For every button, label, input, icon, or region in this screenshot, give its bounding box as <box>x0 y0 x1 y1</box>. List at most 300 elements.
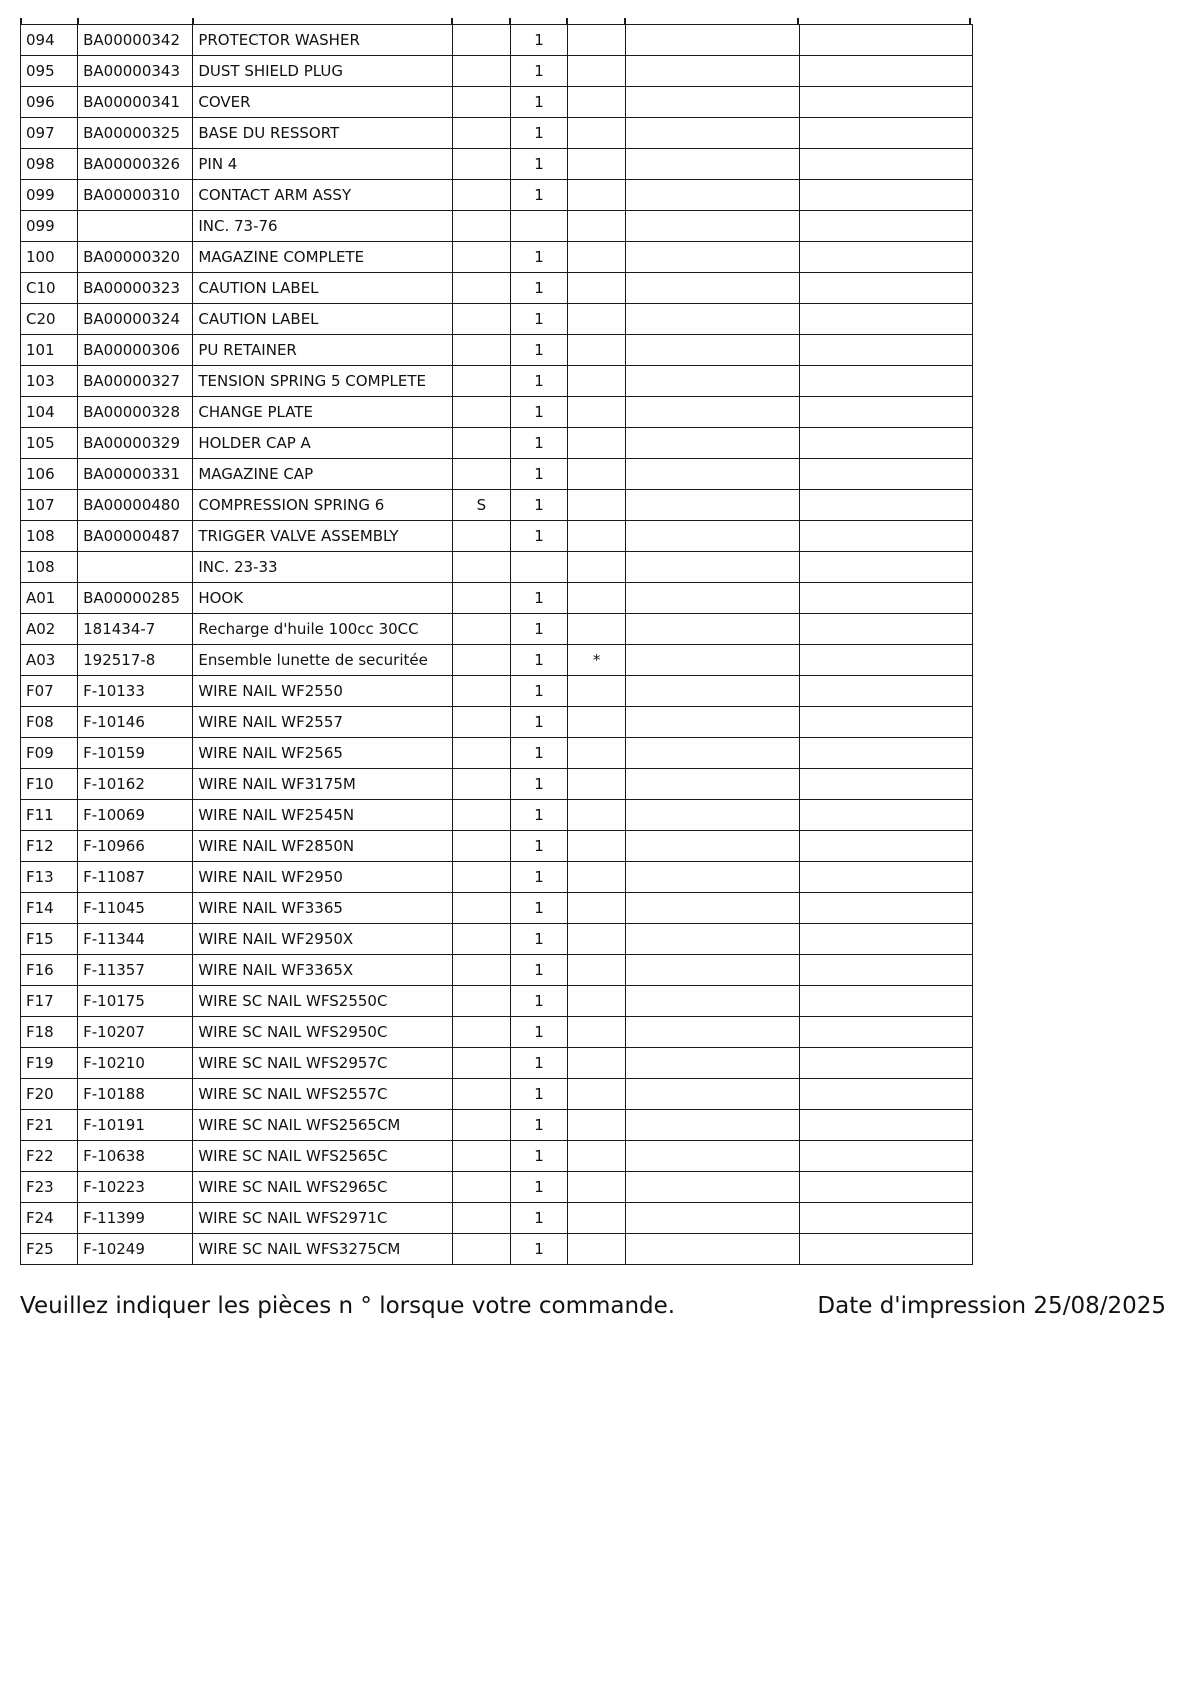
table-row <box>21 583 973 614</box>
reference-cell: BA00000329 <box>78 428 193 459</box>
table-row <box>21 56 973 87</box>
empty-cell <box>626 118 799 149</box>
empty-cell <box>799 645 972 676</box>
mark-cell <box>568 180 626 211</box>
description-cell: WIRE SC NAIL WFS2971C <box>193 1203 453 1234</box>
empty-cell <box>799 1203 972 1234</box>
quantity-cell: 1 <box>510 1079 567 1110</box>
description-cell: TRIGGER VALVE ASSEMBLY <box>193 521 453 552</box>
empty-cell <box>799 118 972 149</box>
part-number-cell: F13 <box>21 862 78 893</box>
quantity-cell: 1 <box>510 738 567 769</box>
part-number-cell: 106 <box>21 459 78 490</box>
table-row <box>21 986 973 1017</box>
quantity-cell: 1 <box>510 831 567 862</box>
spec-cell <box>452 1110 510 1141</box>
empty-cell <box>626 676 799 707</box>
empty-cell <box>799 1017 972 1048</box>
empty-cell <box>799 552 972 583</box>
reference-cell: BA00000320 <box>78 242 193 273</box>
description-cell: CAUTION LABEL <box>193 304 453 335</box>
spec-cell <box>452 242 510 273</box>
spec-cell <box>452 1079 510 1110</box>
empty-cell <box>626 986 799 1017</box>
reference-cell <box>78 552 193 583</box>
spec-cell <box>452 831 510 862</box>
reference-cell: BA00000324 <box>78 304 193 335</box>
mark-cell <box>568 893 626 924</box>
table-row <box>21 428 973 459</box>
description-cell: BASE DU RESSORT <box>193 118 453 149</box>
spec-cell <box>452 1048 510 1079</box>
mark-cell <box>568 1017 626 1048</box>
reference-cell: BA00000285 <box>78 583 193 614</box>
description-cell: DUST SHIELD PLUG <box>193 56 453 87</box>
table-row <box>21 676 973 707</box>
empty-cell <box>626 273 799 304</box>
table-row <box>21 211 973 242</box>
empty-cell <box>626 552 799 583</box>
mark-cell <box>568 862 626 893</box>
table-row <box>21 1079 973 1110</box>
empty-cell <box>626 428 799 459</box>
empty-cell <box>799 242 972 273</box>
quantity-cell: 1 <box>510 428 567 459</box>
quantity-cell: 1 <box>510 56 567 87</box>
spec-cell <box>452 180 510 211</box>
description-cell: INC. 23-33 <box>193 552 453 583</box>
table-row <box>21 459 973 490</box>
part-number-cell: F19 <box>21 1048 78 1079</box>
part-number-cell: F12 <box>21 831 78 862</box>
parts-table-body <box>21 25 973 1265</box>
reference-cell: F-10133 <box>78 676 193 707</box>
empty-cell <box>799 831 972 862</box>
table-row <box>21 552 973 583</box>
description-cell: WIRE SC NAIL WFS2565CM <box>193 1110 453 1141</box>
table-row <box>21 397 973 428</box>
quantity-cell: 1 <box>510 304 567 335</box>
table-row <box>21 118 973 149</box>
part-number-cell: A01 <box>21 583 78 614</box>
reference-cell: BA00000342 <box>78 25 193 56</box>
empty-cell <box>626 180 799 211</box>
quantity-cell: 1 <box>510 676 567 707</box>
spec-cell <box>452 707 510 738</box>
empty-cell <box>626 614 799 645</box>
empty-cell <box>799 986 972 1017</box>
reference-cell: 192517-8 <box>78 645 193 676</box>
mark-cell <box>568 955 626 986</box>
mark-cell <box>568 304 626 335</box>
empty-cell <box>626 521 799 552</box>
description-cell: CONTACT ARM ASSY <box>193 180 453 211</box>
reference-cell: F-10146 <box>78 707 193 738</box>
reference-cell: BA00000310 <box>78 180 193 211</box>
reference-cell: BA00000327 <box>78 366 193 397</box>
description-cell: COVER <box>193 87 453 118</box>
quantity-cell: 1 <box>510 1048 567 1079</box>
spec-cell <box>452 676 510 707</box>
reference-cell: F-10207 <box>78 1017 193 1048</box>
description-cell: COMPRESSION SPRING 6 <box>193 490 453 521</box>
empty-cell <box>799 800 972 831</box>
empty-cell <box>799 893 972 924</box>
description-cell: PU RETAINER <box>193 335 453 366</box>
empty-cell <box>626 242 799 273</box>
table-row <box>21 1141 973 1172</box>
mark-cell <box>568 211 626 242</box>
mark-cell <box>568 366 626 397</box>
quantity-cell: 1 <box>510 645 567 676</box>
empty-cell <box>799 1172 972 1203</box>
part-number-cell: C10 <box>21 273 78 304</box>
table-row <box>21 831 973 862</box>
quantity-cell: 1 <box>510 25 567 56</box>
part-number-cell: F23 <box>21 1172 78 1203</box>
reference-cell: F-11399 <box>78 1203 193 1234</box>
part-number-cell: 100 <box>21 242 78 273</box>
empty-cell <box>626 1203 799 1234</box>
table-row <box>21 1172 973 1203</box>
empty-cell <box>799 490 972 521</box>
part-number-cell: F16 <box>21 955 78 986</box>
spec-cell <box>452 211 510 242</box>
part-number-cell: F15 <box>21 924 78 955</box>
mark-cell <box>568 1203 626 1234</box>
description-cell: PIN 4 <box>193 149 453 180</box>
spec-cell <box>452 1172 510 1203</box>
reference-cell: F-10210 <box>78 1048 193 1079</box>
empty-cell <box>799 1110 972 1141</box>
description-cell: WIRE NAIL WF2850N <box>193 831 453 862</box>
reference-cell: BA00000331 <box>78 459 193 490</box>
table-row <box>21 273 973 304</box>
quantity-cell: 1 <box>510 769 567 800</box>
spec-cell <box>452 614 510 645</box>
description-cell: CAUTION LABEL <box>193 273 453 304</box>
table-row <box>21 25 973 56</box>
quantity-cell: 1 <box>510 583 567 614</box>
table-row <box>21 304 973 335</box>
description-cell: WIRE SC NAIL WFS2565C <box>193 1141 453 1172</box>
spec-cell <box>452 924 510 955</box>
spec-cell: S <box>452 490 510 521</box>
empty-cell <box>626 707 799 738</box>
table-row <box>21 862 973 893</box>
empty-cell <box>799 1141 972 1172</box>
table-row <box>21 1048 973 1079</box>
empty-cell <box>799 707 972 738</box>
mark-cell <box>568 1110 626 1141</box>
spec-cell <box>452 1141 510 1172</box>
mark-cell <box>568 583 626 614</box>
table-row <box>21 490 973 521</box>
quantity-cell: 1 <box>510 521 567 552</box>
empty-cell <box>626 211 799 242</box>
mark-cell <box>568 769 626 800</box>
quantity-cell: 1 <box>510 1203 567 1234</box>
table-row <box>21 893 973 924</box>
part-number-cell: F10 <box>21 769 78 800</box>
part-number-cell: 099 <box>21 180 78 211</box>
spec-cell <box>452 955 510 986</box>
quantity-cell: 1 <box>510 180 567 211</box>
description-cell: Ensemble lunette de securitée <box>193 645 453 676</box>
quantity-cell: 1 <box>510 490 567 521</box>
mark-cell <box>568 25 626 56</box>
reference-cell: BA00000480 <box>78 490 193 521</box>
mark-cell <box>568 87 626 118</box>
reference-cell: BA00000326 <box>78 149 193 180</box>
table-row <box>21 707 973 738</box>
empty-cell <box>799 180 972 211</box>
reference-cell: F-10162 <box>78 769 193 800</box>
mark-cell <box>568 242 626 273</box>
reference-cell: F-10188 <box>78 1079 193 1110</box>
table-row <box>21 366 973 397</box>
description-cell: TENSION SPRING 5 COMPLETE <box>193 366 453 397</box>
mark-cell <box>568 707 626 738</box>
reference-cell <box>78 211 193 242</box>
mark-cell <box>568 118 626 149</box>
table-row <box>21 769 973 800</box>
description-cell: MAGAZINE CAP <box>193 459 453 490</box>
part-number-cell: A03 <box>21 645 78 676</box>
mark-cell <box>568 273 626 304</box>
empty-cell <box>626 25 799 56</box>
spec-cell <box>452 397 510 428</box>
part-number-cell: 101 <box>21 335 78 366</box>
empty-cell <box>626 366 799 397</box>
part-number-cell: F09 <box>21 738 78 769</box>
empty-cell <box>626 893 799 924</box>
spec-cell <box>452 1017 510 1048</box>
part-number-cell: 096 <box>21 87 78 118</box>
part-number-cell: 108 <box>21 552 78 583</box>
mark-cell <box>568 1048 626 1079</box>
mark-cell <box>568 800 626 831</box>
spec-cell <box>452 366 510 397</box>
reference-cell: F-10638 <box>78 1141 193 1172</box>
empty-cell <box>626 769 799 800</box>
empty-cell <box>626 800 799 831</box>
part-number-cell: 107 <box>21 490 78 521</box>
part-number-cell: F11 <box>21 800 78 831</box>
mark-cell <box>568 428 626 459</box>
quantity-cell: 1 <box>510 1172 567 1203</box>
quantity-cell: 1 <box>510 1110 567 1141</box>
reference-cell: F-10175 <box>78 986 193 1017</box>
part-number-cell: F18 <box>21 1017 78 1048</box>
part-number-cell: C20 <box>21 304 78 335</box>
empty-cell <box>626 397 799 428</box>
part-number-cell: F20 <box>21 1079 78 1110</box>
empty-cell <box>626 304 799 335</box>
table-row <box>21 955 973 986</box>
empty-cell <box>626 1079 799 1110</box>
mark-cell <box>568 924 626 955</box>
quantity-cell: 1 <box>510 118 567 149</box>
empty-cell <box>799 862 972 893</box>
empty-cell <box>626 862 799 893</box>
mark-cell <box>568 831 626 862</box>
empty-cell <box>626 831 799 862</box>
description-cell: WIRE SC NAIL WFS2965C <box>193 1172 453 1203</box>
description-cell: WIRE NAIL WF3175M <box>193 769 453 800</box>
empty-cell <box>799 304 972 335</box>
description-cell: PROTECTOR WASHER <box>193 25 453 56</box>
description-cell: WIRE SC NAIL WFS2957C <box>193 1048 453 1079</box>
reference-cell: BA00000341 <box>78 87 193 118</box>
empty-cell <box>799 769 972 800</box>
quantity-cell <box>510 552 567 583</box>
description-cell: INC. 73-76 <box>193 211 453 242</box>
description-cell: WIRE SC NAIL WFS2950C <box>193 1017 453 1048</box>
spec-cell <box>452 521 510 552</box>
mark-cell <box>568 552 626 583</box>
part-number-cell: F22 <box>21 1141 78 1172</box>
spec-cell <box>452 87 510 118</box>
order-note: Veuillez indiquer les pièces n ° lorsque votre commande. <box>20 1293 676 1319</box>
table-row <box>21 1203 973 1234</box>
empty-cell <box>626 1017 799 1048</box>
empty-cell <box>626 955 799 986</box>
quantity-cell: 1 <box>510 149 567 180</box>
spec-cell <box>452 986 510 1017</box>
parts-table <box>20 24 973 1265</box>
table-row <box>21 87 973 118</box>
description-cell: WIRE NAIL WF2550 <box>193 676 453 707</box>
table-row <box>21 1110 973 1141</box>
description-cell: WIRE NAIL WF3365 <box>193 893 453 924</box>
empty-cell <box>799 335 972 366</box>
empty-cell <box>799 25 972 56</box>
spec-cell <box>452 893 510 924</box>
quantity-cell: 1 <box>510 986 567 1017</box>
part-number-cell: 108 <box>21 521 78 552</box>
empty-cell <box>626 1234 799 1265</box>
part-number-cell: F08 <box>21 707 78 738</box>
reference-cell: F-11357 <box>78 955 193 986</box>
quantity-cell: 1 <box>510 955 567 986</box>
table-row <box>21 335 973 366</box>
quantity-cell: 1 <box>510 459 567 490</box>
empty-cell <box>626 87 799 118</box>
empty-cell <box>799 676 972 707</box>
table-row <box>21 800 973 831</box>
empty-cell <box>799 56 972 87</box>
part-number-cell: 094 <box>21 25 78 56</box>
part-number-cell: 097 <box>21 118 78 149</box>
empty-cell <box>626 490 799 521</box>
mark-cell <box>568 521 626 552</box>
part-number-cell: 103 <box>21 366 78 397</box>
description-cell: HOOK <box>193 583 453 614</box>
spec-cell <box>452 769 510 800</box>
reference-cell: F-11045 <box>78 893 193 924</box>
reference-cell: F-10249 <box>78 1234 193 1265</box>
reference-cell: 181434-7 <box>78 614 193 645</box>
part-number-cell: F07 <box>21 676 78 707</box>
reference-cell: F-10159 <box>78 738 193 769</box>
spec-cell <box>452 273 510 304</box>
mark-cell <box>568 738 626 769</box>
mark-cell <box>568 56 626 87</box>
part-number-cell: F14 <box>21 893 78 924</box>
empty-cell <box>799 1079 972 1110</box>
description-cell: WIRE NAIL WF2950X <box>193 924 453 955</box>
mark-cell: * <box>568 645 626 676</box>
part-number-cell: F25 <box>21 1234 78 1265</box>
quantity-cell: 1 <box>510 924 567 955</box>
spec-cell <box>452 552 510 583</box>
empty-cell <box>799 397 972 428</box>
mark-cell <box>568 1172 626 1203</box>
empty-cell <box>799 738 972 769</box>
mark-cell <box>568 1079 626 1110</box>
spec-cell <box>452 25 510 56</box>
description-cell: MAGAZINE COMPLETE <box>193 242 453 273</box>
quantity-cell: 1 <box>510 335 567 366</box>
reference-cell: F-10966 <box>78 831 193 862</box>
quantity-cell <box>510 211 567 242</box>
empty-cell <box>799 521 972 552</box>
spec-cell <box>452 459 510 490</box>
quantity-cell: 1 <box>510 893 567 924</box>
spec-cell <box>452 1203 510 1234</box>
mark-cell <box>568 986 626 1017</box>
part-number-cell: A02 <box>21 614 78 645</box>
part-number-cell: 104 <box>21 397 78 428</box>
reference-cell: BA00000323 <box>78 273 193 304</box>
empty-cell <box>626 459 799 490</box>
reference-cell: BA00000343 <box>78 56 193 87</box>
reference-cell: BA00000328 <box>78 397 193 428</box>
part-number-cell: 095 <box>21 56 78 87</box>
empty-cell <box>626 1141 799 1172</box>
table-row <box>21 521 973 552</box>
description-cell: Recharge d'huile 100cc 30CC <box>193 614 453 645</box>
spec-cell <box>452 335 510 366</box>
mark-cell <box>568 1141 626 1172</box>
description-cell: CHANGE PLATE <box>193 397 453 428</box>
spec-cell <box>452 149 510 180</box>
description-cell: WIRE NAIL WF2950 <box>193 862 453 893</box>
table-row <box>21 1017 973 1048</box>
empty-cell <box>626 1110 799 1141</box>
reference-cell: F-10191 <box>78 1110 193 1141</box>
quantity-cell: 1 <box>510 1017 567 1048</box>
part-number-cell: 105 <box>21 428 78 459</box>
description-cell: WIRE NAIL WF2565 <box>193 738 453 769</box>
table-row <box>21 149 973 180</box>
empty-cell <box>626 149 799 180</box>
quantity-cell: 1 <box>510 800 567 831</box>
description-cell: WIRE SC NAIL WFS2550C <box>193 986 453 1017</box>
table-row <box>21 180 973 211</box>
spec-cell <box>452 1234 510 1265</box>
table-row <box>21 1234 973 1265</box>
reference-cell: F-11087 <box>78 862 193 893</box>
reference-cell: BA00000487 <box>78 521 193 552</box>
description-cell: WIRE NAIL WF2557 <box>193 707 453 738</box>
part-number-cell: 098 <box>21 149 78 180</box>
table-row <box>21 645 973 676</box>
quantity-cell: 1 <box>510 707 567 738</box>
quantity-cell: 1 <box>510 242 567 273</box>
description-cell: HOLDER CAP A <box>193 428 453 459</box>
